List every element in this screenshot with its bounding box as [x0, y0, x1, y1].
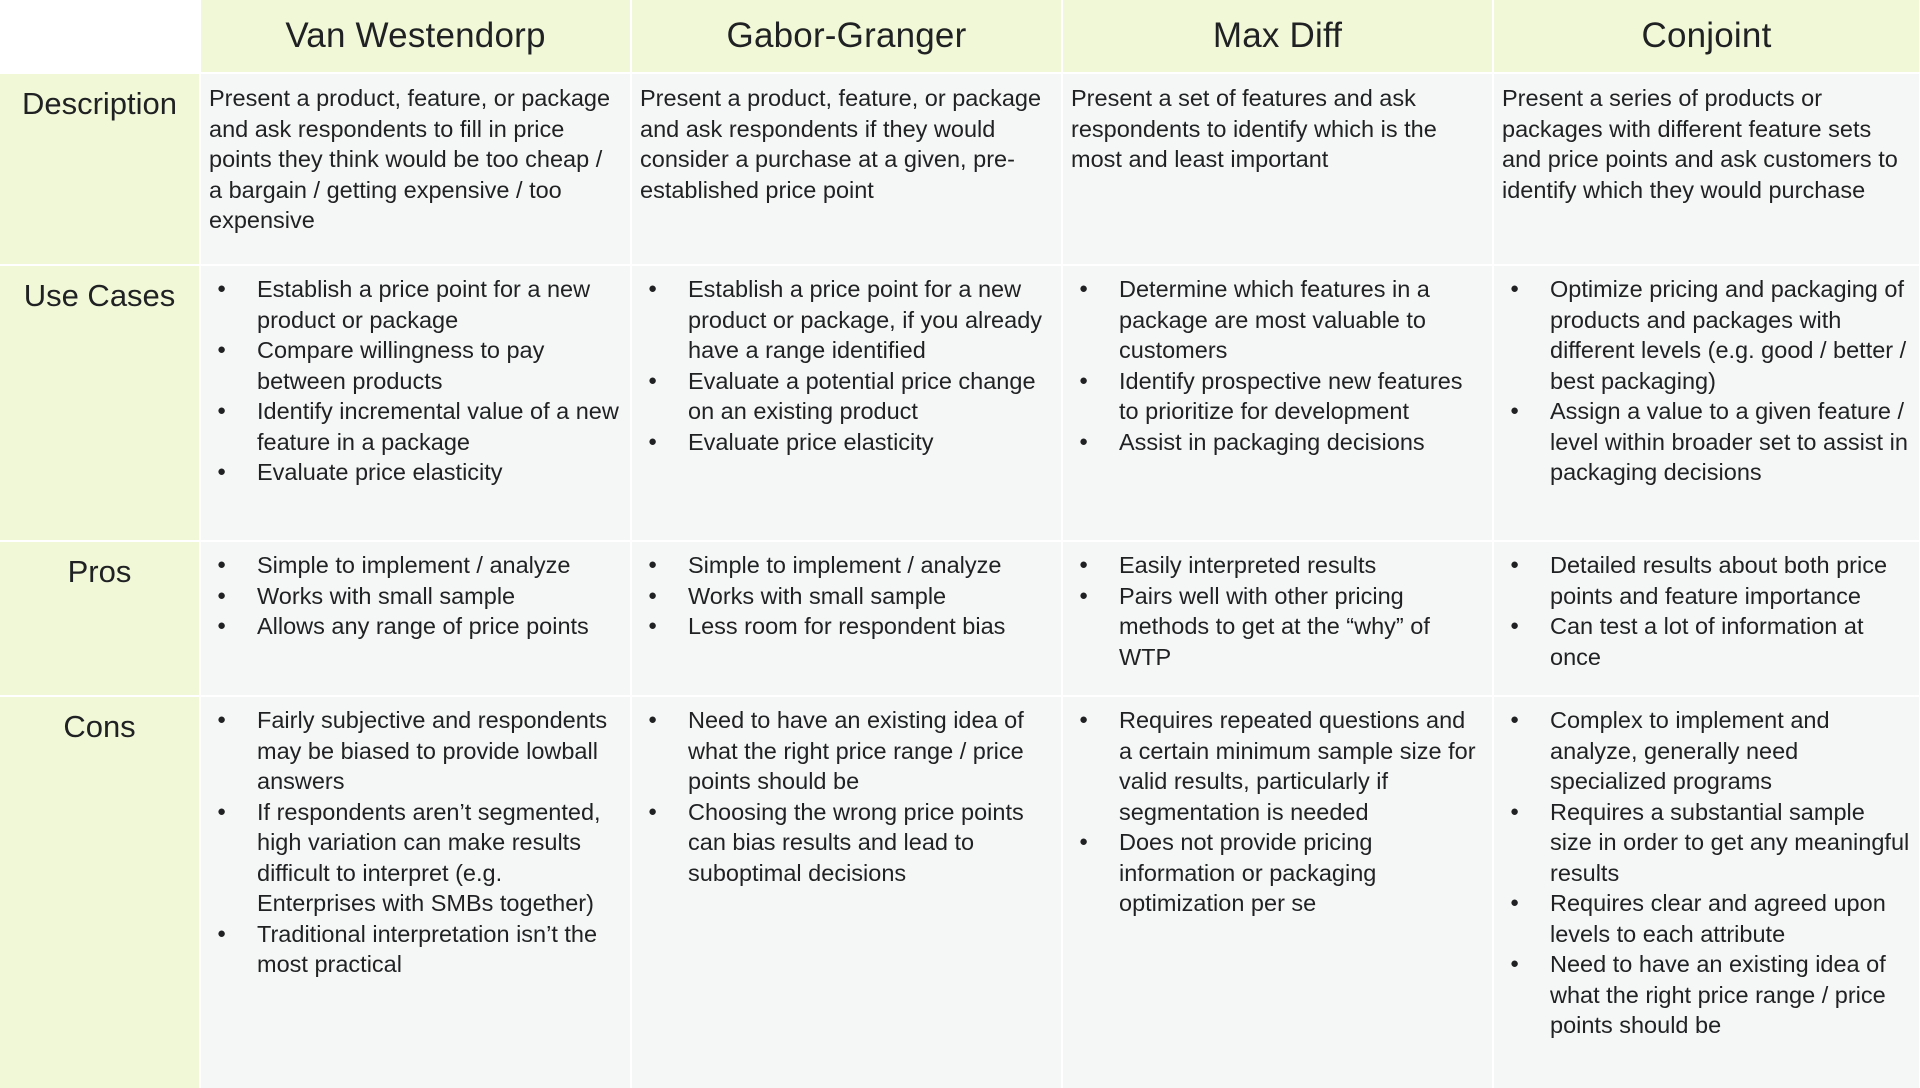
list-item: ● Simple to implement / analyze [632, 550, 1061, 581]
conjoint-use-cases [1494, 266, 1919, 540]
list-item: ● Requires repeated questions and a certain minimum sample size for valid results, particularly if segmentation is needed [1063, 705, 1492, 827]
column-header-van-westendorp: Van Westendorp [201, 0, 630, 72]
max-diff-cons [1063, 697, 1492, 1088]
list-item: ● Determine which features in a package are most valuable to customers [1063, 274, 1492, 366]
column-header-gabor-granger: Gabor-Granger [632, 0, 1061, 72]
list-item: ● Allows any range of price points [201, 611, 630, 642]
gabor-granger-use-cases [632, 266, 1061, 540]
row-header-pros: Pros [0, 542, 199, 695]
list-item: ● Establish a price point for a new product or package [201, 274, 630, 335]
list-item: ● Identify incremental value of a new feature in a package [201, 396, 630, 457]
max-diff-use-cases [1063, 266, 1492, 540]
conjoint-cons [1494, 697, 1919, 1088]
gabor-granger-description: Present a product, feature, or package and ask respondents if they would consider a purchase at a given, pre-established price point [632, 74, 1061, 264]
list-item: ● Assign a value to a given feature / level within broader set to assist in packaging decisions [1494, 396, 1919, 488]
list-item: ● Does not provide pricing information or packaging optimization per se [1063, 827, 1492, 919]
list-item: ● Less room for respondent bias [632, 611, 1061, 642]
list-item: ● Fairly subjective and respondents may be biased to provide lowball answers [201, 705, 630, 797]
column-header-conjoint: Conjoint [1494, 0, 1919, 72]
conjoint-description: Present a series of products or packages with different feature sets and price points and ask customers to identify which they would purchase [1494, 74, 1919, 264]
row-header-cons: Cons [0, 697, 199, 1088]
list-item: ● Can test a lot of information at once [1494, 611, 1919, 672]
list-item: ● Choosing the wrong price points can bias results and lead to suboptimal decisions [632, 797, 1061, 889]
van-westendorp-cons [201, 697, 630, 1088]
list-item: ● Simple to implement / analyze [201, 550, 630, 581]
list-item: ● Evaluate price elasticity [632, 427, 1061, 458]
gabor-granger-pros [632, 542, 1061, 695]
table-corner [0, 0, 199, 72]
list-item: ● Evaluate a potential price change on an existing product [632, 366, 1061, 427]
list-item: ● Need to have an existing idea of what the right price range / price points should be [632, 705, 1061, 797]
list-item: ● Pairs well with other pricing methods to get at the “why” of WTP [1063, 581, 1492, 673]
list-item: ● Works with small sample [201, 581, 630, 612]
conjoint-pros [1494, 542, 1919, 695]
row-header-description: Description [0, 74, 199, 264]
van-westendorp-description: Present a product, feature, or package and ask respondents to fill in price points they think would be too cheap / a bargain / getting expensive / too expensive [201, 74, 630, 264]
column-header-max-diff: Max Diff [1063, 0, 1492, 72]
list-item: ● Requires a substantial sample size in order to get any meaningful results [1494, 797, 1919, 889]
max-diff-description: Present a set of features and ask respondents to identify which is the most and least important [1063, 74, 1492, 264]
gabor-granger-cons [632, 697, 1061, 1088]
van-westendorp-pros [201, 542, 630, 695]
list-item: ● Traditional interpretation isn’t the most practical [201, 919, 630, 980]
list-item: ● Requires clear and agreed upon levels to each attribute [1494, 888, 1919, 949]
list-item: ● Assist in packaging decisions [1063, 427, 1492, 458]
list-item: ● Complex to implement and analyze, generally need specialized programs [1494, 705, 1919, 797]
van-westendorp-use-cases [201, 266, 630, 540]
row-header-use-cases: Use Cases [0, 266, 199, 540]
list-item: ● Evaluate price elasticity [201, 457, 630, 488]
list-item: ● Establish a price point for a new product or package, if you already have a range identified [632, 274, 1061, 366]
list-item: ● Optimize pricing and packaging of products and packages with different levels (e.g. good / better / best packaging) [1494, 274, 1919, 396]
list-item: ● Easily interpreted results [1063, 550, 1492, 581]
list-item: ● Works with small sample [632, 581, 1061, 612]
list-item: ● Need to have an existing idea of what the right price range / price points should be [1494, 949, 1919, 1041]
list-item: ● If respondents aren’t segmented, high variation can make results difficult to interpret (e.g. Enterprises with SMBs together) [201, 797, 630, 919]
list-item: ● Compare willingness to pay between products [201, 335, 630, 396]
max-diff-pros [1063, 542, 1492, 695]
list-item: ● Detailed results about both price points and feature importance [1494, 550, 1919, 611]
list-item: ● Identify prospective new features to prioritize for development [1063, 366, 1492, 427]
